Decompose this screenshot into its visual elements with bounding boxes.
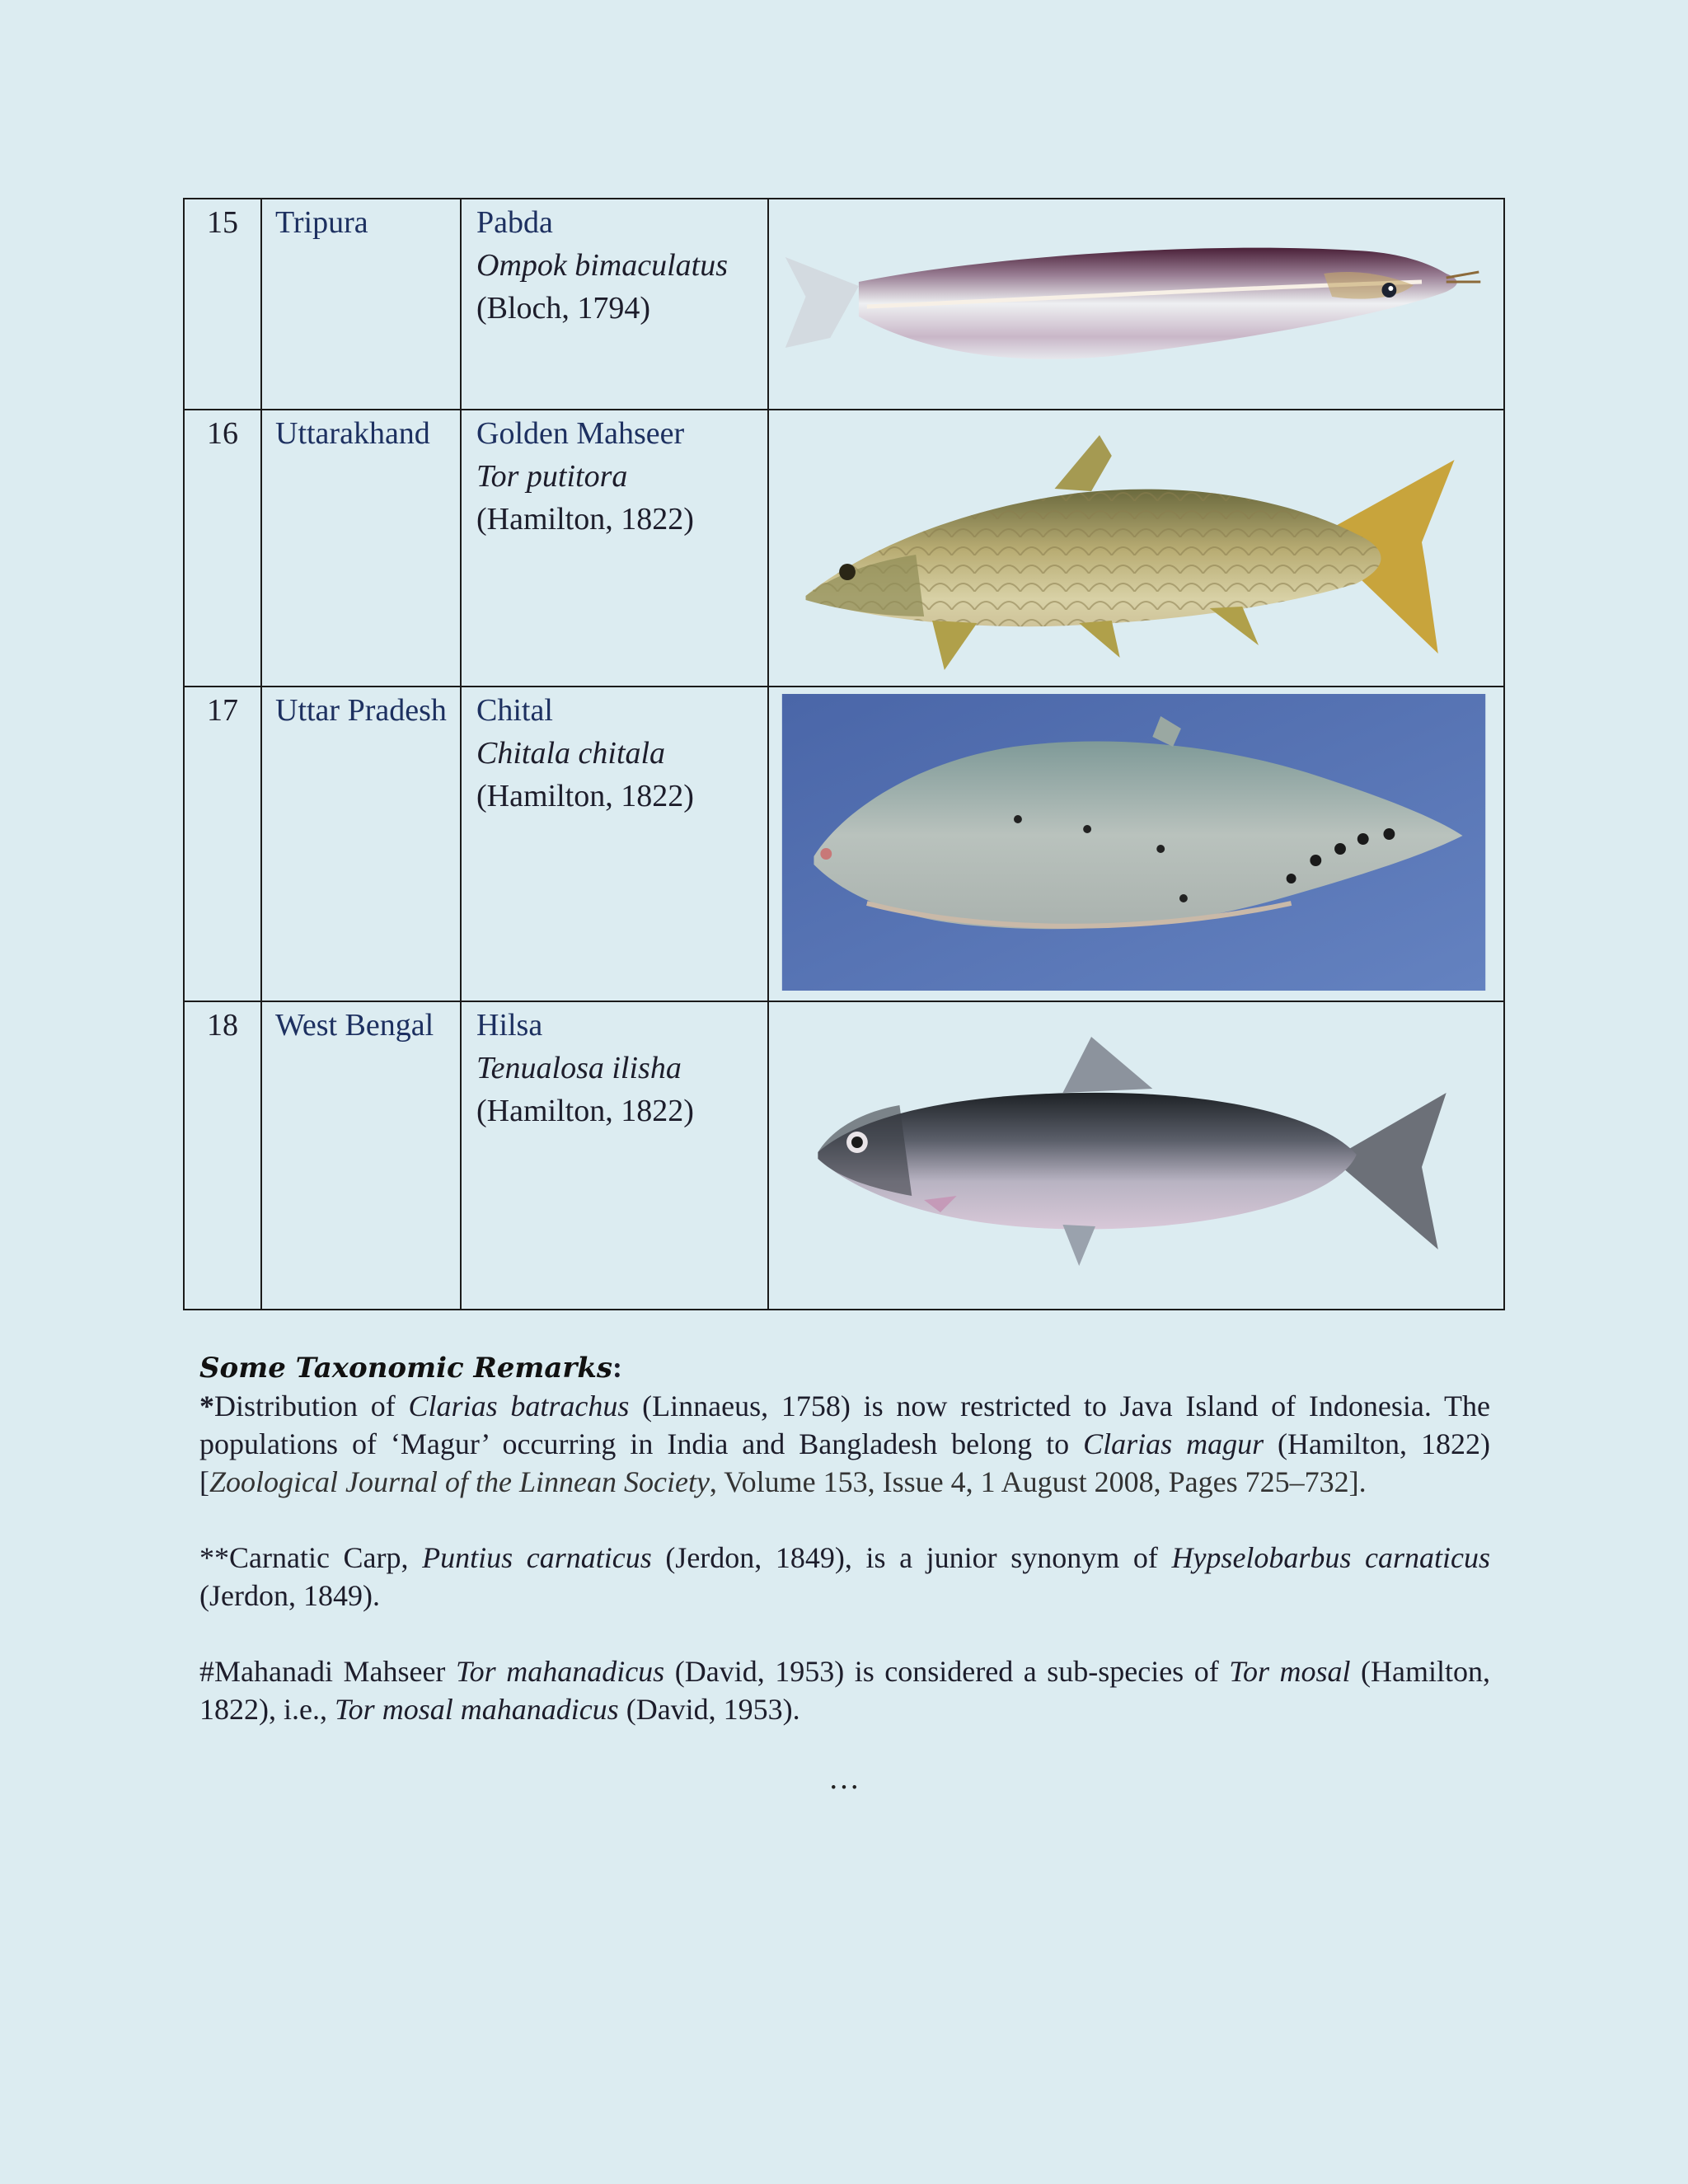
row-number: 16 xyxy=(184,410,261,687)
remark-carnatic-carp: **Carnatic Carp, Puntius carnaticus (Jerdon, 1849), is a junior synonym of Hypselobarbus carnaticus (Jerdon, 1849). xyxy=(199,1541,1491,1612)
table-row xyxy=(184,687,1504,1001)
state-name: West Bengal xyxy=(261,1001,461,1310)
pabda-fish-image xyxy=(769,199,1503,409)
species-name-cell xyxy=(461,1001,768,1310)
authority: (Bloch, 1794) xyxy=(476,291,651,326)
common-name: Pabda xyxy=(476,205,553,240)
common-name: Chital xyxy=(476,693,553,728)
fish-species-table xyxy=(183,198,1505,1310)
chital-fish-image xyxy=(769,687,1503,1001)
taxonomic-remarks xyxy=(199,1348,1490,1728)
remarks-heading: Some Taxonomic Remarks xyxy=(199,1352,613,1385)
continuation-ellipsis: … xyxy=(828,1761,860,1796)
row-number: 18 xyxy=(184,1001,261,1310)
common-name: Hilsa xyxy=(476,1008,543,1043)
hilsa-fish-image xyxy=(769,1002,1503,1309)
species-name-cell xyxy=(461,199,768,410)
state-name: Uttarakhand xyxy=(261,410,461,687)
species-name-cell xyxy=(461,687,768,1001)
remark-mahanadi-mahseer: #Mahanadi Mahseer Tor mahanadicus (David, 1953) is considered a sub-species of Tor mosal (Hamilton, 1822), i.e., Tor mosal mahanadicus (David, 1953). xyxy=(199,1655,1490,1726)
authority: (Hamilton, 1822) xyxy=(476,779,694,813)
golden-mahseer-fish-photo xyxy=(768,410,1504,687)
authority: (Hamilton, 1822) xyxy=(476,502,694,537)
table-row xyxy=(184,199,1504,410)
remark-clarias: *Distribution of Clarias batrachus (Linnaeus, 1758) is now restricted to Java Island of Indonesia. The populations of ‘Magur’ occurring in India and Bangladesh belong to Clarias magur (Hamilton, 1822) [Zoological Journal of the Linnean Society, Volume 153, Issue 4, 1 August 2008, Pages 725–732]. xyxy=(199,1390,1490,1498)
state-name: Uttar Pradesh xyxy=(261,687,461,1001)
scientific-name: Tenualosa ilisha xyxy=(476,1051,682,1085)
table-row xyxy=(184,410,1504,687)
chital-fish-photo xyxy=(768,687,1504,1001)
scientific-name: Ompok bimaculatus xyxy=(476,248,729,283)
table-row xyxy=(184,1001,1504,1310)
pabda-fish-photo xyxy=(768,199,1504,410)
scientific-name: Chitala chitala xyxy=(476,736,666,771)
remarks-heading-line: Some Taxonomic Remarks: xyxy=(199,1351,623,1385)
hilsa-fish-photo xyxy=(768,1001,1504,1310)
golden-mahseer-fish-image xyxy=(769,410,1503,686)
row-number: 15 xyxy=(184,199,261,410)
state-name: Tripura xyxy=(261,199,461,410)
species-name-cell xyxy=(461,410,768,687)
scientific-name: Tor putitora xyxy=(476,459,628,494)
common-name: Golden Mahseer xyxy=(476,416,685,451)
row-number: 17 xyxy=(184,687,261,1001)
authority: (Hamilton, 1822) xyxy=(476,1094,694,1128)
